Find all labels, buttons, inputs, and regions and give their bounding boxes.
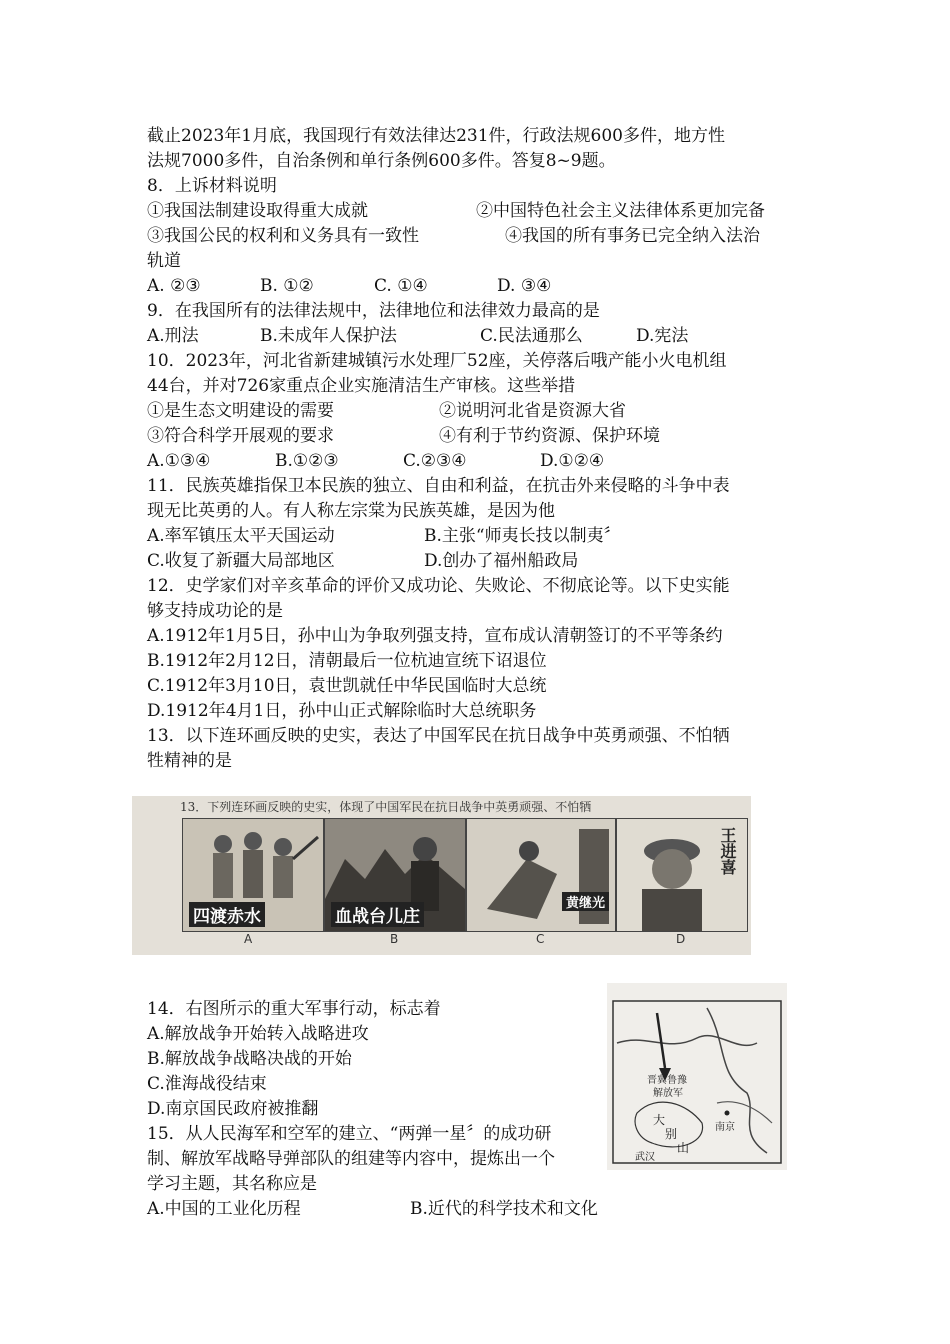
q8-choice-a: A. ②③	[147, 276, 201, 296]
q13-comic-image	[132, 796, 751, 955]
q15-stem-2: 制、解放军战略导弹部队的组建等内容中，提炼出一个	[147, 1149, 555, 1169]
q14-stem: 14．右图所示的重大军事行动，标志着	[147, 999, 441, 1019]
panel-b-title: 血战台儿庄	[331, 902, 424, 927]
map-label-bie: 别	[665, 1127, 678, 1141]
map-label-jinjiluyu: 晋冀鲁豫	[647, 1075, 687, 1086]
q8-option-2: ②中国特色社会主义法律体系更加完备	[476, 201, 765, 221]
q14-map-image	[607, 983, 787, 1170]
panel-a-title: 四渡赤水	[189, 902, 265, 927]
map-label-jiefangjun: 解放军	[653, 1088, 683, 1099]
hero-illustration	[467, 819, 615, 931]
panel-c-title: 黄继光	[562, 892, 609, 911]
q11-option-d: D.创办了福州船政局	[424, 551, 579, 571]
q9-choice-d: D.宪法	[636, 326, 689, 346]
q11-stem-1: 11．民族英雄指保卫本民族的独立、自由和利益，在抗击外来侵略的斗争中表	[147, 476, 730, 496]
comic-panel-b	[324, 818, 466, 932]
q10-choice-b: B.①②③	[275, 451, 339, 471]
panel-letter-d: D	[676, 932, 686, 946]
comic-panel-a	[182, 818, 324, 932]
q9-choice-b: B.未成年人保护法	[260, 326, 397, 346]
q12-option-d: D.1912年4月1日，孙中山正式解除临时大总统职务	[147, 701, 537, 721]
q11-option-a: A.率军镇压太平天国运动	[147, 526, 335, 546]
q9-stem: 9．在我国所有的法律法规中，法律地位和法律效力最高的是	[147, 301, 600, 321]
q8-option-4-cont: 轨道	[147, 251, 181, 271]
q14-option-a: A.解放战争开始转入战略进攻	[147, 1024, 369, 1044]
q15-stem-3: 学习主题，其名称应是	[147, 1174, 317, 1194]
panel-letter-b: B	[390, 932, 399, 946]
q10-option-3: ③符合科学开展观的要求	[147, 426, 334, 446]
map-label-shan: 山	[677, 1141, 690, 1155]
q10-option-4: ④有利于节约资源、保护环境	[439, 426, 660, 446]
q8-choice-d: D. ③④	[497, 276, 552, 296]
q10-option-2: ②说明河北省是资源大省	[439, 401, 626, 421]
q8-option-1: ①我国法制建设取得重大成就	[147, 201, 368, 221]
q10-option-1: ①是生态文明建设的需要	[147, 401, 334, 421]
q14-option-b: B.解放战争战略决战的开始	[147, 1049, 352, 1069]
panel-letter-a: A	[244, 932, 253, 946]
q12-stem-1: 12．史学家们对辛亥革命的评价又成功论、失败论、不彻底论等。以下史实能	[147, 576, 730, 596]
q8-choice-b: B. ①②	[260, 276, 314, 296]
q10-choice-a: A.①③④	[147, 451, 211, 471]
q13-stem-2: 牲精神的是	[147, 751, 232, 771]
q12-option-c: C.1912年3月10日，袁世凯就任中华民国临时大总统	[147, 676, 547, 696]
q11-option-c: C.收复了新疆大局部地区	[147, 551, 335, 571]
q10-choice-c: C.②③④	[403, 451, 467, 471]
map-label-da: 大	[653, 1113, 666, 1127]
q8-option-4: ④我国的所有事务已完全纳入法治	[505, 226, 760, 246]
q15-stem-1: 15．从人民海军和空军的建立、“两弹一星〞的成功研	[147, 1124, 552, 1144]
q14-option-c: C.淮海战役结束	[147, 1074, 267, 1094]
q10-choice-d: D.①②④	[540, 451, 605, 471]
q8-option-3: ③我国公民的权利和义务具有一致性	[147, 226, 419, 246]
q8-stem: 8．上诉材料说明	[147, 176, 277, 196]
q10-stem-2: 44台，并对726家重点企业实施清洁生产审核。这些举措	[147, 376, 576, 396]
intro-line-2: 法规7000多件，自治条例和单行条例600多件。答复8~9题。	[147, 151, 616, 171]
q12-option-b: B.1912年2月12日，清朝最后一位杭迪宣统下诏退位	[147, 651, 547, 671]
q14-option-d: D.南京国民政府被推翻	[147, 1099, 319, 1119]
q15-option-a: A.中国的工业化历程	[147, 1199, 301, 1219]
q10-stem-1: 10．2023年，河北省新建城镇污水处理厂52座，关停落后哦产能小火电机组	[147, 351, 727, 371]
intro-line-1: 截止2023年1月底，我国现行有效法律达231件，行政法规600多件，地方性	[147, 126, 725, 146]
q15-option-b: B.近代的科学技术和文化	[410, 1199, 598, 1219]
q13-stem-1: 13．以下连环画反映的史实，表达了中国军民在抗日战争中英勇顽强、不怕牺	[147, 726, 730, 746]
q12-option-a: A.1912年1月5日，孙中山为争取列强支持，宣布成认清朝签订的不平等条约	[147, 626, 723, 646]
comic-panel-c	[466, 818, 616, 932]
q9-choice-c: C.民法通那么	[480, 326, 583, 346]
q8-choice-c: C. ①④	[374, 276, 428, 296]
map-label-wuhan: 武汉	[635, 1152, 655, 1163]
comic-panel-d	[616, 818, 748, 932]
q12-stem-2: 够支持成功论的是	[147, 601, 283, 621]
panel-letter-c: C	[536, 932, 545, 946]
q11-stem-2: 现无比英勇的人。有人称左宗棠为民族英雄，是因为他	[147, 501, 555, 521]
q9-choice-a: A.刑法	[147, 326, 199, 346]
q11-option-b: B.主张“师夷长技以制夷〞	[424, 526, 621, 546]
map-illustration	[607, 983, 787, 1170]
panel-d-title: 王进喜	[718, 827, 737, 875]
map-label-nanjing: 南京	[715, 1122, 735, 1133]
comic-caption: 13．下列连环画反映的史实，体现了中国军民在抗日战争中英勇顽强、不怕牺	[180, 800, 592, 814]
